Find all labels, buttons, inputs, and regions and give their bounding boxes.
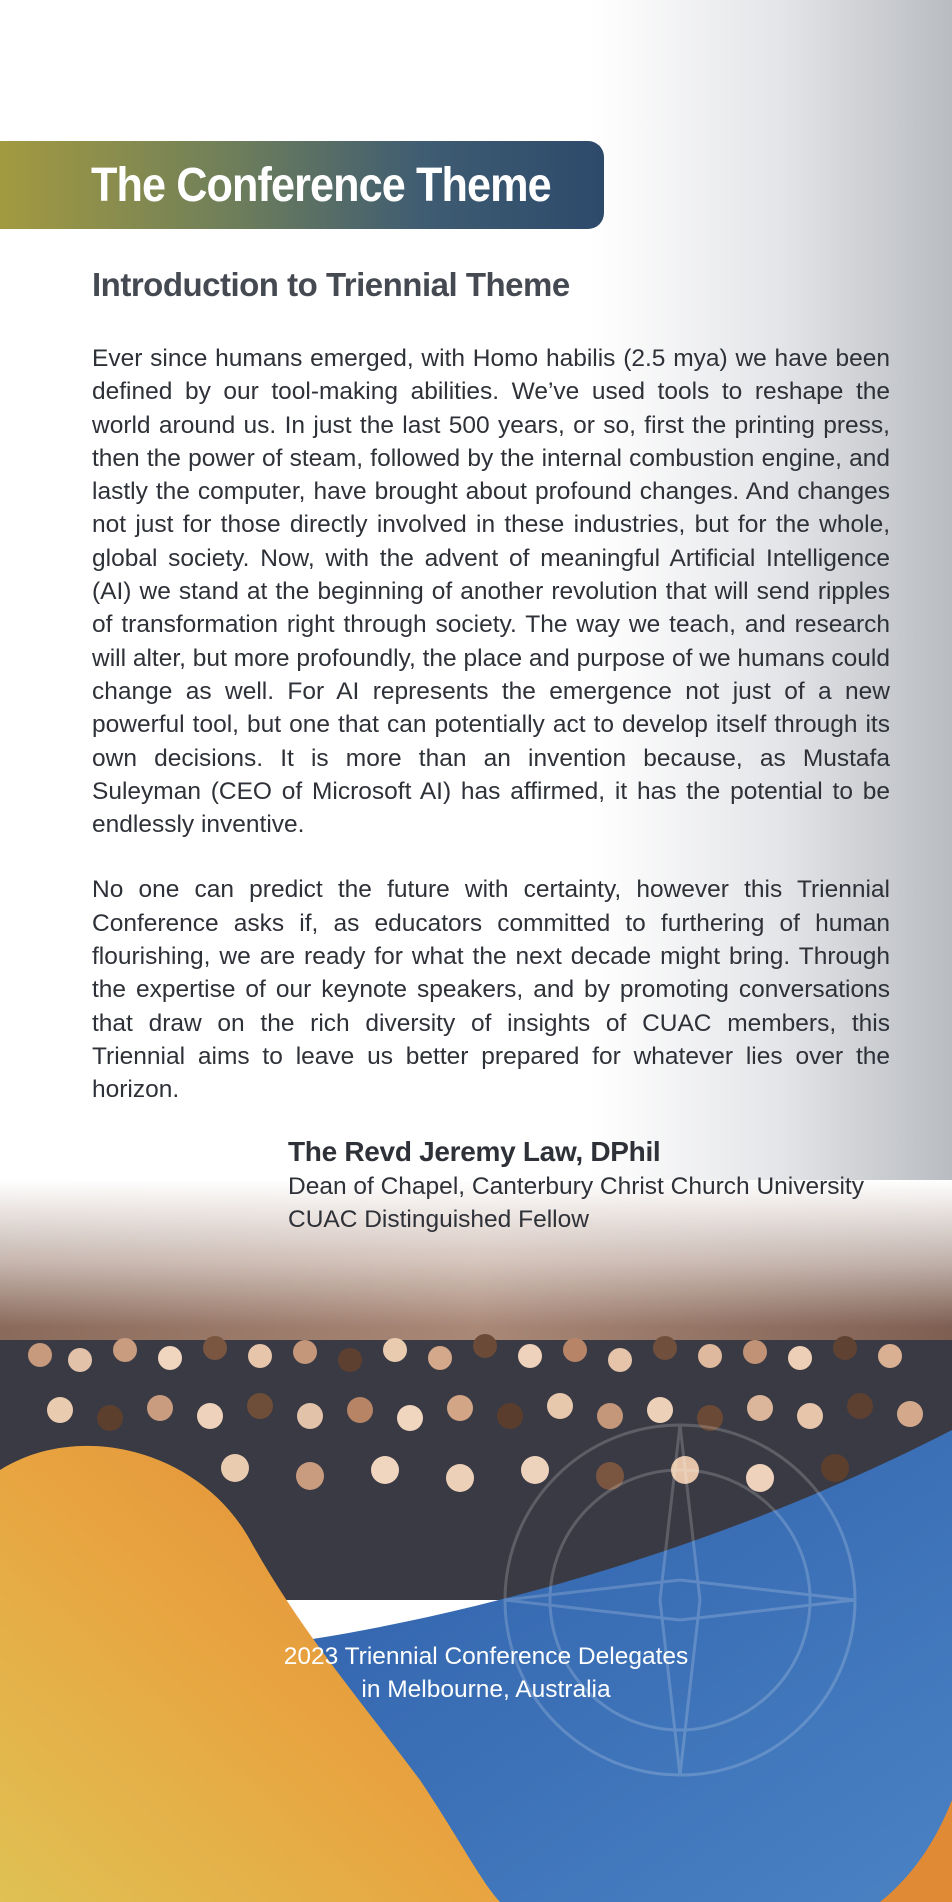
- delegates-photo: [0, 1180, 952, 1902]
- intro-paragraph-2: No one can predict the future with certainty, however this Triennial Conference asks if, as educators committed to furthering of human flourishing, we are ready for what the next decade might bring. Through the expertise of our keynote speakers, and by promoting conversations that draw on the rich diversity of insights of CUAC members, this Triennial aims to leave us better prepared for whatever lies over the horizon.: [92, 876, 890, 1104]
- section-banner: [0, 141, 604, 229]
- intro-body: [92, 342, 890, 1139]
- caption-line-1: 2023 Triennial Conference Delegates: [283, 1643, 689, 1670]
- caption-line-2: in Melbourne, Australia: [361, 1676, 611, 1703]
- intro-heading: Introduction to Triennial Theme: [92, 266, 570, 303]
- author-role: Dean of Chapel, Canterbury Christ Church University: [288, 1173, 864, 1200]
- intro-paragraph-1: Ever since humans emerged, with Homo habilis (2.5 mya) we have been defined by our tool-making abilities. We’ve used tools to reshape the world around us. In just the last 500 years, or so, first the printing press, then the power of steam, followed by the internal combustion engine, and lastly the computer, have brought about profound changes. And changes not just for those directly involved in these industries, but for the whole, global society. Now, with the advent of meaningful Artificial Intelligence (AI) we stand at the beginning of another revolution that will send ripples of transformation right through society. The way we teach, and research will alter, but more profoundly, the place and purpose of we humans could change as well. For AI represents the emergence not just of a new powerful tool, but one that can potentially act to develop itself through its own decisions. It is more than an invention because, as Mustafa Suleyman (CEO of Microsoft AI) has affirmed, it has the potential to be endlessly inventive.: [92, 345, 890, 839]
- banner-title: The Conference Theme: [91, 158, 551, 212]
- author-name: The Revd Jeremy Law, DPhil: [288, 1136, 661, 1167]
- signature-block: [288, 1134, 864, 1236]
- photo-caption: [230, 1640, 742, 1706]
- author-fellowship: CUAC Distinguished Fellow: [288, 1206, 589, 1233]
